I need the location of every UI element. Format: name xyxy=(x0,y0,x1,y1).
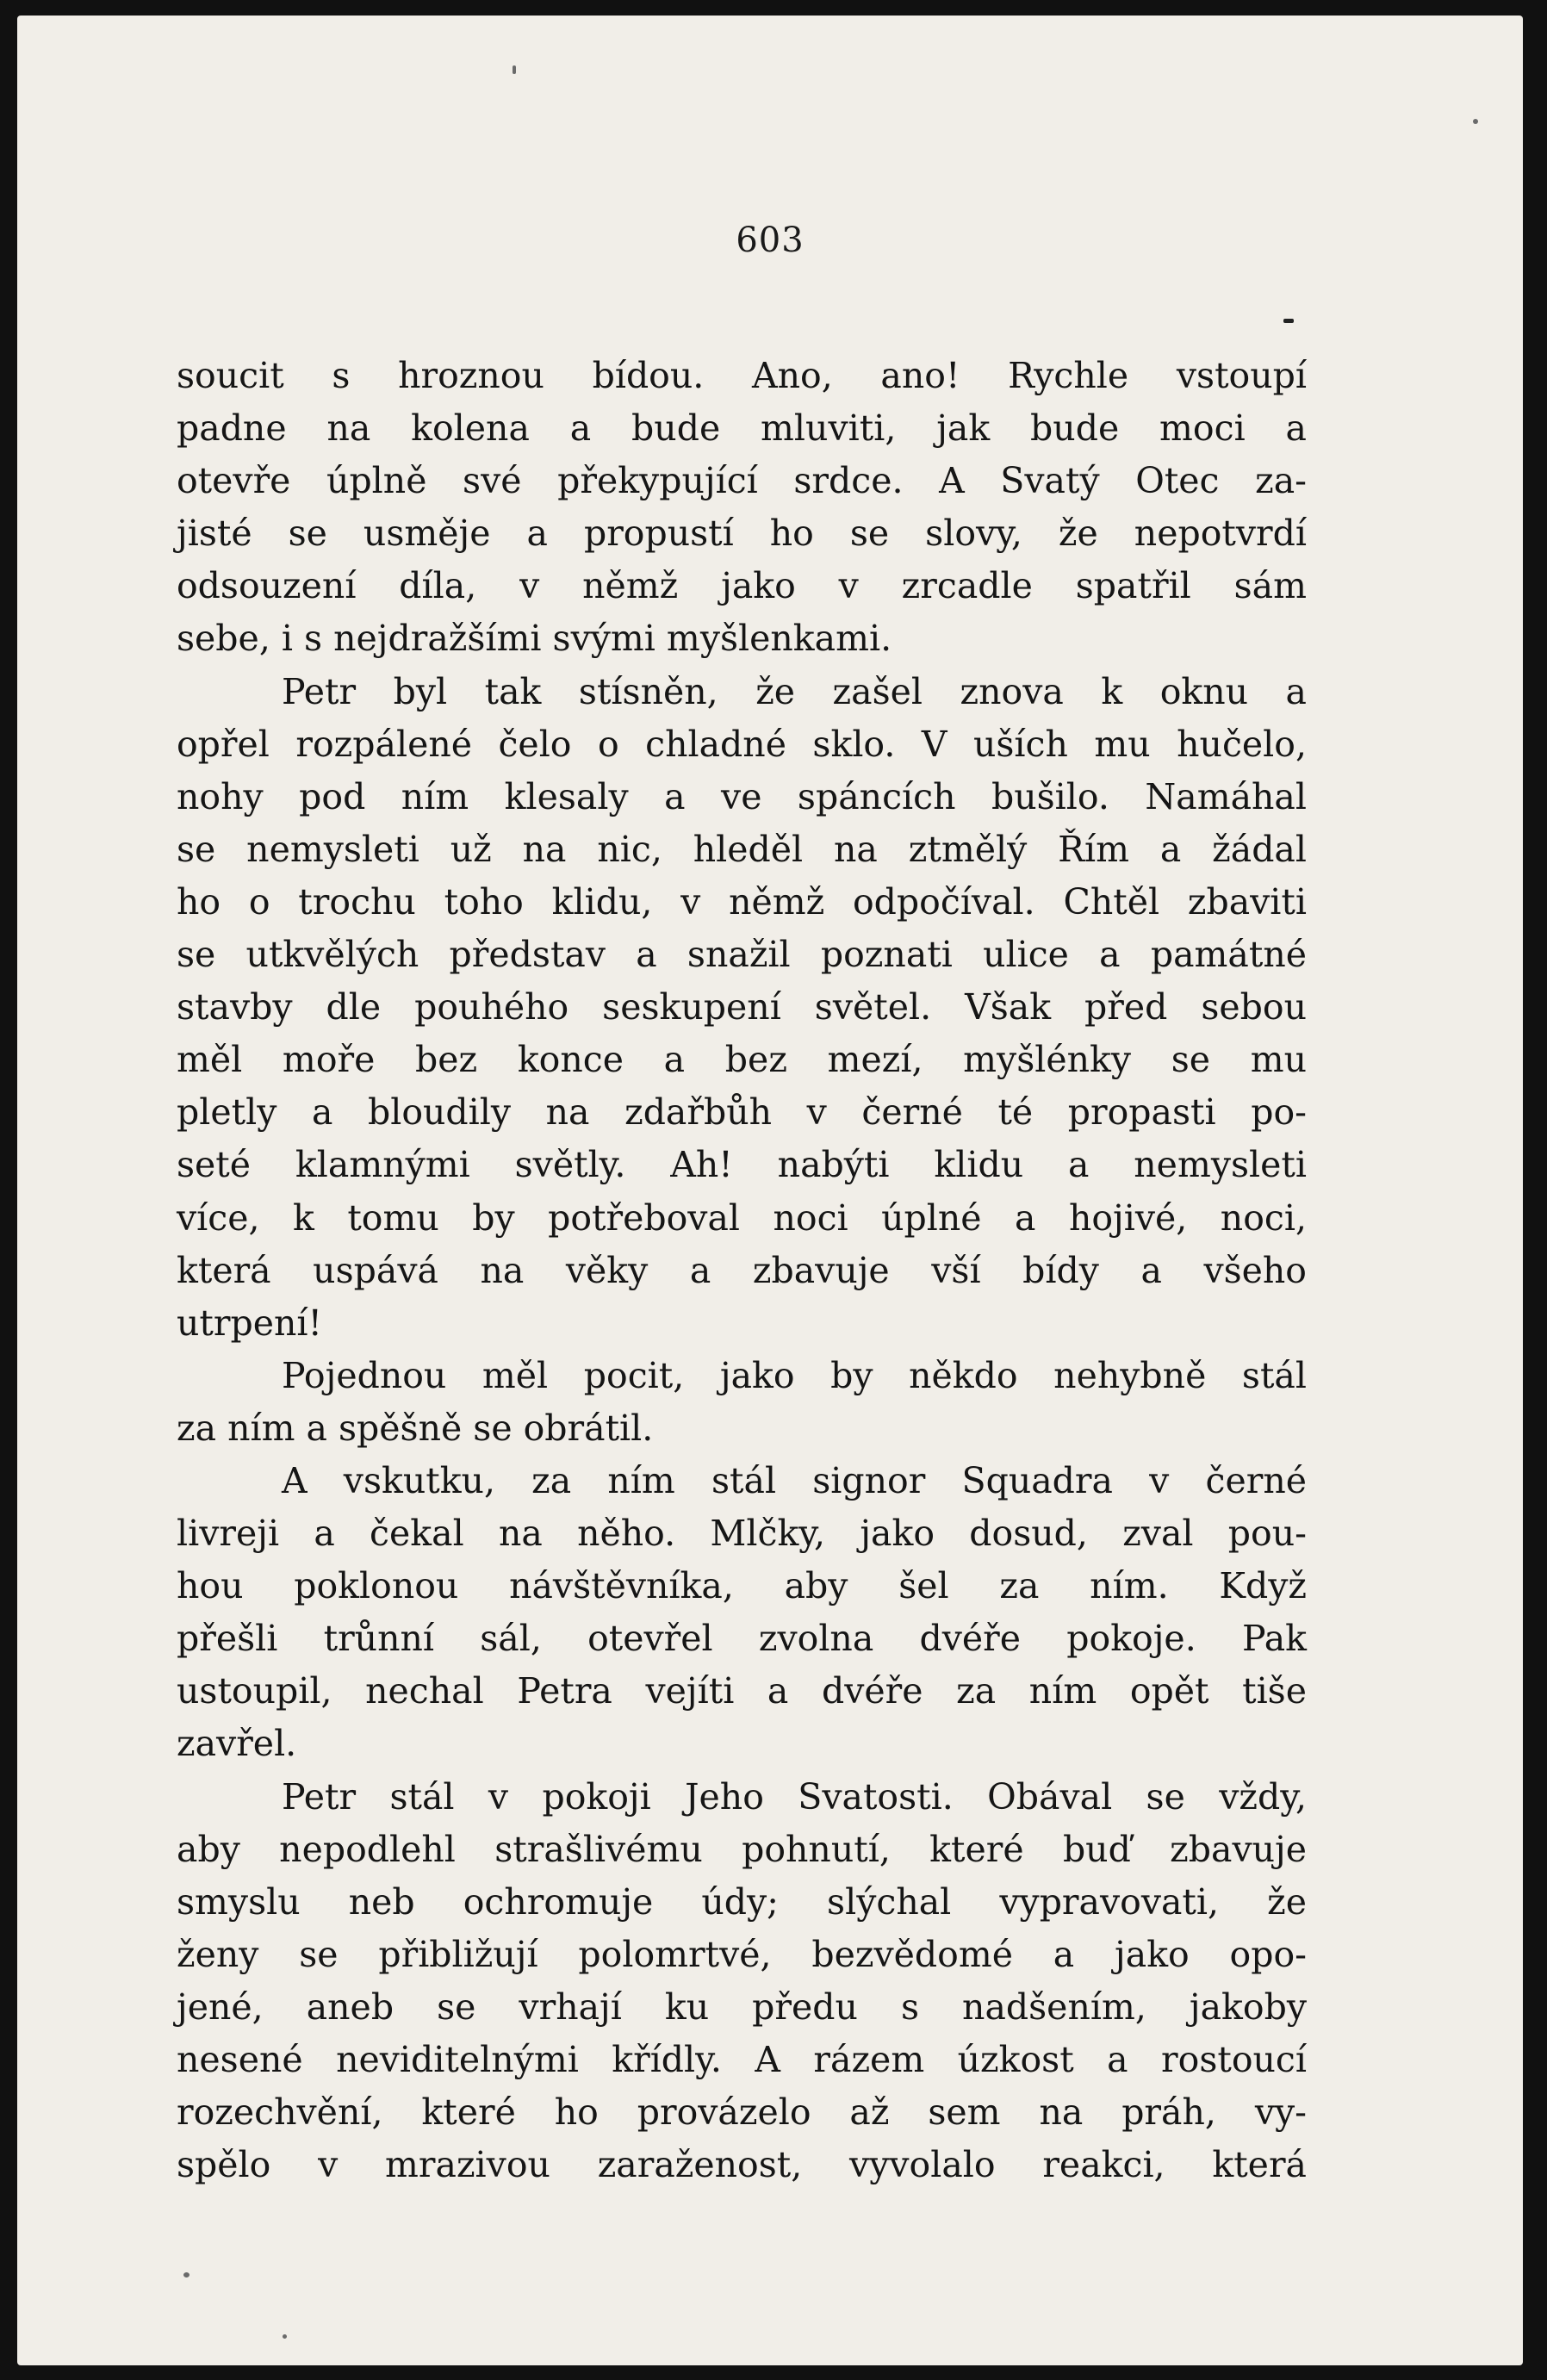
text-line: se utkvělých představ a snažil poznati ulice a památné xyxy=(177,934,1307,976)
text-line: nesené neviditelnými křídly. A rázem úzkost a rostoucí xyxy=(177,2039,1307,2080)
text-line: seté klamnými světly. Ah! nabýti klidu a nemysleti xyxy=(177,1144,1307,1186)
paper-speck xyxy=(513,65,516,74)
paper-speck xyxy=(283,2334,287,2339)
text-line: Pojednou měl pocit, jako by někdo nehybně stál xyxy=(282,1354,1307,1396)
text-line: jené, aneb se vrhají ku předu s nadšením, jakoby xyxy=(177,1985,1307,2028)
text-line: stavby dle pouhého seskupení světel. Však před sebou xyxy=(177,986,1307,1028)
text-line: zavřel. xyxy=(177,1723,297,1765)
text-line: soucit s hroznou bídou. Ano, ano! Rychle vstoupí xyxy=(177,355,1307,396)
book-page xyxy=(17,16,1523,2365)
paper-speck xyxy=(1473,119,1478,124)
text-line: ho o trochu toho klidu, v němž odpočíval. Chtěl zbaviti xyxy=(177,880,1307,923)
text-line: padne na kolena a bude mluviti, jak bude moci a xyxy=(177,407,1307,450)
text-line: přešli trůnní sál, otevřel zvolna dvéře pokoje. Pak xyxy=(177,1618,1307,1660)
text-line: livreji a čekal na něho. Mlčky, jako dosud, zval pou- xyxy=(177,1513,1307,1555)
text-line: která uspává na věky a zbavuje vší bídy a všeho xyxy=(177,1249,1307,1291)
paper-speck xyxy=(1283,319,1294,323)
text-line: utrpení! xyxy=(177,1302,322,1344)
text-line: hou poklonou návštěvníka, aby šel za ním. Když xyxy=(177,1565,1307,1607)
text-line: rozechvění, které ho provázelo až sem na práh, vy- xyxy=(177,2091,1307,2134)
text-line: za ním a spěšně se obrátil. xyxy=(177,1407,654,1449)
text-line: Petr stál v pokoji Jeho Svatosti. Obával se vždy, xyxy=(282,1775,1307,1818)
text-line: smyslu neb ochromuje údy; slýchal vypravovati, že xyxy=(177,1880,1307,1923)
text-line: otevře úplně své překypující srdce. A Svatý Otec za- xyxy=(177,460,1307,502)
page-number: 603 xyxy=(736,221,805,260)
text-line: A vskutku, za ním stál signor Squadra v černé xyxy=(282,1459,1307,1501)
text-line: více, k tomu by potřeboval noci úplné a hojivé, noci, xyxy=(177,1196,1307,1239)
text-line: opřel rozpálené čelo o chladné sklo. V uších mu hučelo, xyxy=(177,723,1307,765)
text-line: odsouzení díla, v němž jako v zrcadle spatřil sám xyxy=(177,565,1307,607)
text-line: Petr byl tak stísněn, že zašel znova k oknu a xyxy=(282,670,1307,712)
text-line: se nemysleti už na nic, hleděl na ztmělý Řím a žádal xyxy=(177,828,1307,870)
text-line: aby nepodlehl strašlivému pohnutí, které buď zbavuje xyxy=(177,1828,1307,1870)
text-line: ženy se přibližují polomrtvé, bezvědomé a jako opo- xyxy=(177,1933,1307,1975)
text-line: pletly a bloudily na zdařbůh v černé té propasti po- xyxy=(177,1091,1307,1134)
body-text xyxy=(177,350,1307,2191)
text-line: spělo v mrazivou zaraženost, vyvolalo reakci, která xyxy=(177,2144,1307,2186)
text-line: ustoupil, nechal Petra vejíti a dvéře za ním opět tiše xyxy=(177,1670,1307,1712)
text-line: sebe, i s nejdražšími svými myšlenkami. xyxy=(177,618,892,660)
text-line: jisté se usměje a propustí ho se slovy, že nepotvrdí xyxy=(177,513,1307,555)
text-line: nohy pod ním klesaly a ve spáncích bušilo. Namáhal xyxy=(177,775,1307,817)
paper-speck xyxy=(183,2272,189,2277)
text-line: měl moře bez konce a bez mezí, myšlénky se mu xyxy=(177,1039,1307,1081)
